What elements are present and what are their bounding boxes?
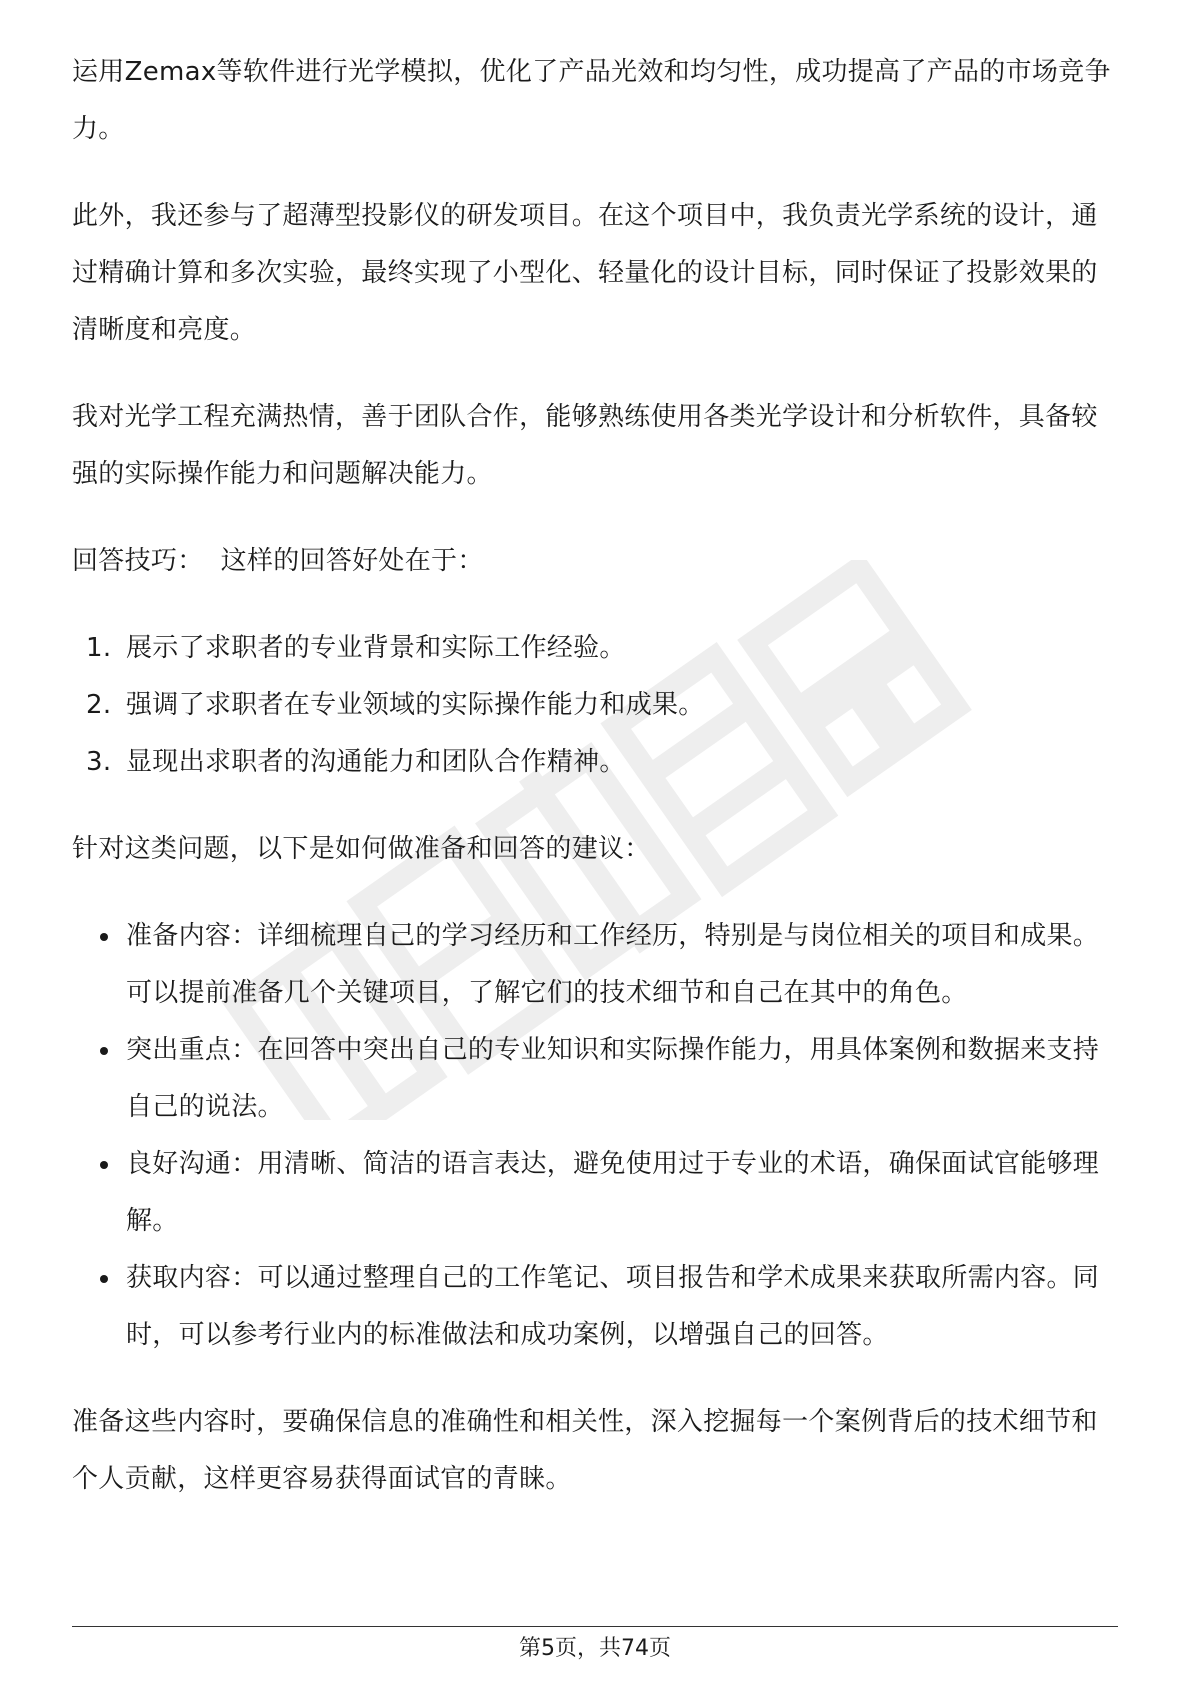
page-number: 第5页，共74页 bbox=[519, 1636, 671, 1661]
list-item-number: 1. bbox=[86, 633, 112, 663]
list-item bbox=[72, 734, 1118, 791]
list-item-number: 2. bbox=[86, 690, 112, 720]
list-item bbox=[72, 908, 1118, 1022]
list-item-text: 突出重点：在回答中突出自己的专业知识和实际操作能力，用具体案例和数据来支持自己的说法。 bbox=[126, 1035, 1100, 1122]
paragraph-projector-project: 此外，我还参与了超薄型投影仪的研发项目。在这个项目中，我负责光学系统的设计，通过精确计算和多次实验，最终实现了小型化、轻量化的设计目标，同时保证了投影效果的清晰度和亮度。 bbox=[72, 201, 1098, 345]
list-item bbox=[72, 1136, 1118, 1250]
footer-divider bbox=[72, 1626, 1118, 1627]
list-item-text: 强调了求职者在专业领域的实际操作能力和成果。 bbox=[126, 690, 705, 720]
closing-paragraph: 准备这些内容时，要确保信息的准确性和相关性，深入挖掘每一个案例背后的技术细节和个人贡献，这样更容易获得面试官的青睐。 bbox=[72, 1407, 1098, 1494]
bullet-icon bbox=[100, 1161, 108, 1169]
paragraph-passion: 我对光学工程充满热情，善于团队合作，能够熟练使用各类光学设计和分析软件，具备较强的实际操作能力和问题解决能力。 bbox=[72, 402, 1098, 489]
bullet-icon bbox=[100, 1047, 108, 1055]
list-item bbox=[72, 620, 1118, 677]
advice-list bbox=[72, 908, 1118, 1364]
benefits-list bbox=[72, 620, 1118, 791]
list-item-number: 3. bbox=[86, 747, 112, 777]
document-body bbox=[72, 44, 1118, 1508]
list-item-text: 准备内容：详细梳理自己的学习经历和工作经历，特别是与岗位相关的项目和成果。可以提前准备几个关键项目，了解它们的技术细节和自己在其中的角色。 bbox=[126, 921, 1100, 1008]
bullet-icon bbox=[100, 933, 108, 941]
paragraph-simulation: 运用Zemax等软件进行光学模拟，优化了产品光效和均匀性，成功提高了产品的市场竞争力。 bbox=[72, 57, 1111, 144]
list-item-text: 显现出求职者的沟通能力和团队合作精神。 bbox=[126, 747, 626, 777]
advice-heading: 针对这类问题，以下是如何做准备和回答的建议： bbox=[72, 834, 651, 864]
tips-heading: 回答技巧： 这样的回答好处在于： bbox=[72, 546, 484, 576]
list-item-text: 展示了求职者的专业背景和实际工作经验。 bbox=[126, 633, 626, 663]
list-item-text: 获取内容：可以通过整理自己的工作笔记、项目报告和学术成果来获取所需内容。同时，可以参考行业内的标准做法和成功案例，以增强自己的回答。 bbox=[126, 1263, 1100, 1350]
list-item bbox=[72, 1022, 1118, 1136]
list-item bbox=[72, 1250, 1118, 1364]
list-item bbox=[72, 677, 1118, 734]
list-item-text: 良好沟通：用清晰、简洁的语言表达，避免使用过于专业的术语，确保面试官能够理解。 bbox=[126, 1149, 1100, 1236]
bullet-icon bbox=[100, 1275, 108, 1283]
